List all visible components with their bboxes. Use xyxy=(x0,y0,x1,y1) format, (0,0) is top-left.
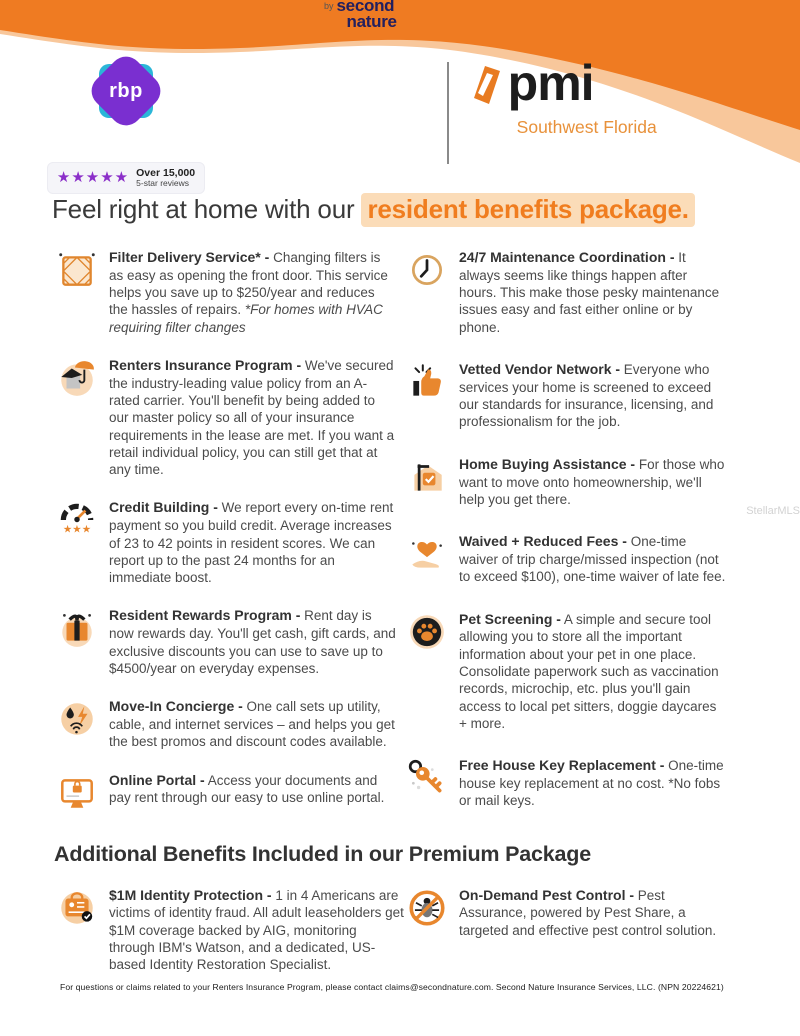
clock-icon xyxy=(406,249,448,291)
premium-identity-protection xyxy=(56,887,406,974)
logo-row xyxy=(46,0,657,194)
logo-divider xyxy=(447,62,449,164)
five-stars-icon: ★★★★★ xyxy=(56,169,130,187)
benefit-renters-insurance xyxy=(56,357,406,479)
benefit-text: Move-In Concierge - One call sets up utility, cable, and internet services – and helps you get the best promos and discount codes available. xyxy=(109,698,395,750)
benefit-text: Free House Key Replacement - One-time house key replacement at no cost. *No fobs or mail keys. xyxy=(459,757,724,809)
benefit-text: Home Buying Assistance - For those who want to move onto homeownership, we'll help you get there. xyxy=(459,455,725,507)
rbp-badge-label: rbp xyxy=(109,79,143,102)
reviews-count: Over 15,000 xyxy=(136,167,196,179)
reviews-label: 5-star reviews xyxy=(136,178,190,189)
benefit-text: $1M Identity Protection - 1 in 4 Americans are victims of identity fraud. All adult leaseholders get $1M coverage backed by AIG, monitoring through IBM's Watson, and a dedicated, US-based Identity Restoration Specialist. xyxy=(109,886,404,973)
pmi-flag-icon xyxy=(473,64,503,111)
air-filter-icon xyxy=(56,249,98,291)
monitor-lock-icon xyxy=(56,772,98,814)
pmi-logo xyxy=(473,56,657,138)
benefit-text: Renters Insurance Program - We've secured the industry-leading value policy from an A-rated carrier. You'll benefit by being added to our master policy so all of your insurance requirements in the lease are met. If you want a retail individual policy, you can still get that at any time. xyxy=(109,356,395,478)
second-nature-logo xyxy=(324,0,397,29)
reviews-badge xyxy=(47,162,205,194)
benefit-vetted-vendors xyxy=(406,361,728,431)
benefits-column-left xyxy=(56,249,406,814)
benefit-move-in-concierge xyxy=(56,698,406,750)
benefit-text: Resident Rewards Program - Rent day is now rewards day. You'll get cash, gift cards, and exclusive discounts you can use to save up to $4500/year on everyday expenses. xyxy=(109,607,396,676)
key-icon xyxy=(406,757,448,799)
umbrella-house-icon xyxy=(56,357,98,399)
no-pest-icon xyxy=(406,887,448,929)
pmi-region-label: Southwest Florida xyxy=(516,117,657,137)
benefit-credit-building xyxy=(56,499,406,586)
benefit-text: 24/7 Maintenance Coordination - It always seems like things happen after hours. This make those pesky maintenance issues easy and fast either online or by phone. xyxy=(459,249,720,335)
header xyxy=(0,0,800,189)
utilities-icon xyxy=(56,698,98,740)
hand-heart-icon xyxy=(406,533,448,575)
by-label: by xyxy=(324,1,334,11)
benefit-text: Pet Screening - A simple and secure tool allowing you to store all the important information about your pet in one place. Consolidate paperwork such as vaccination records, microchip, etc. plus you'll gain access to local pet sitters, doggie daycares + more. xyxy=(459,610,719,731)
benefit-text: Waived + Reduced Fees - One-time waiver of trip charge/missed inspection (not to exceed $100), one-time waiver of late fee. xyxy=(459,533,726,585)
premium-section-heading: Additional Benefits Included in our Premium Package xyxy=(54,841,591,866)
benefit-text: Credit Building - We report every on-time rent payment so you build credit. Average increases of 23 to 42 points in resident scores. We can report up to the past 24 months for an immediate boost. xyxy=(109,499,394,586)
rbp-logo xyxy=(46,56,206,194)
house-check-icon xyxy=(406,456,448,498)
premium-grid xyxy=(56,887,800,974)
benefit-online-portal xyxy=(56,772,406,814)
reviews-text xyxy=(136,167,195,189)
benefits-column-right xyxy=(406,249,728,814)
premium-pest-control xyxy=(406,887,728,974)
second-nature-wordmark: second nature xyxy=(336,0,397,31)
benefit-key-replacement xyxy=(406,757,728,809)
highlighted-phrase: resident benefits package. xyxy=(361,193,694,227)
benefit-text: On-Demand Pest Control - Pest Assurance, powered by Pest Share, a targeted and effective pest control solution. xyxy=(459,886,717,938)
benefit-text: Online Portal - Access your documents and pay rent through our easy to use online portal. xyxy=(109,771,385,806)
page-title: Feel right at home with our resident benefits package. xyxy=(52,194,800,225)
gift-icon xyxy=(56,607,98,649)
id-card-icon xyxy=(56,887,98,929)
benefit-home-buying xyxy=(406,456,728,508)
rbp-badge-icon xyxy=(91,56,161,126)
benefit-pet-screening xyxy=(406,611,728,733)
benefits-grid xyxy=(56,249,800,814)
footer-disclaimer: For questions or claims related to your Renters Insurance Program, please contact claims@secondnature.com. Second Nature Insurance Services, LLC. (NPN 20224621) xyxy=(60,982,724,992)
benefit-maintenance xyxy=(406,249,728,336)
svg-text:★★★: ★★★ xyxy=(62,524,92,537)
benefit-text: Filter Delivery Service* - Changing filters is as easy as opening the front door. This service helps you save up to $250/year and reduces the hassles of repairs. *For homes with HVAC requiring filter changes xyxy=(109,249,388,335)
benefit-resident-rewards xyxy=(56,607,406,677)
paw-icon xyxy=(406,611,448,653)
pmi-wordmark: pmi xyxy=(507,55,594,111)
stellar-mls-watermark: StellarMLS xyxy=(746,505,800,517)
benefit-filter-delivery xyxy=(56,249,406,336)
benefit-waived-fees xyxy=(406,533,728,585)
thumbs-up-icon xyxy=(406,361,448,403)
credit-gauge-icon xyxy=(56,499,98,541)
benefit-text: Vetted Vendor Network - Everyone who services your home is screened to exceed our standards for insurance, licensing, and professionalism for the job. xyxy=(459,360,714,430)
